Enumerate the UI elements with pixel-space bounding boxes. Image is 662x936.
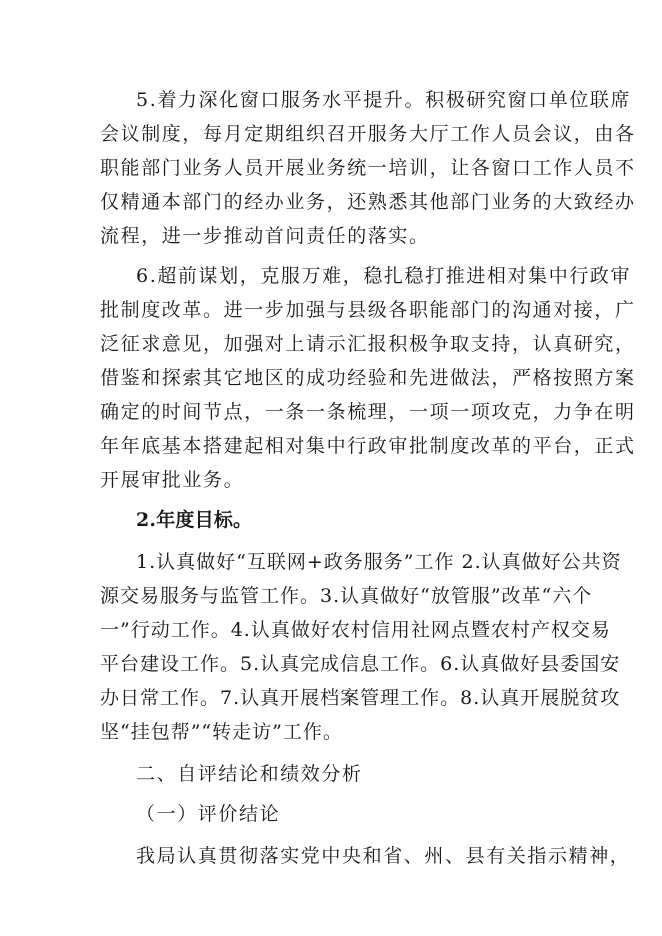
goals-line-3: 一”行动工作。4.认真做好农村信用社网点暨农村产权交易 <box>100 619 611 641</box>
paragraph-5-line-2: 会议制度，每月定期组织召开服务大厅工作人员会议，由各 <box>100 123 636 145</box>
paragraph-5-line-3: 职能部门业务人员开展业务统一培训，让各窗口工作人员不 <box>100 157 636 179</box>
section-two-heading: 二、自评结论和绩效分析 <box>136 763 363 785</box>
paragraph-6-line-5: 确定的时间节点，一条一条梳理，一项一项攻克，力争在明 <box>100 401 636 423</box>
paragraph-5-line-5: 流程，进一步推动首问责任的落实。 <box>100 225 430 247</box>
paragraph-6-line-2: 批制度改革。进一步加强与县级各职能部门的沟通对接，广 <box>100 299 636 321</box>
goals-line-6: 坚“挂包帮”“转走访”工作。 <box>100 721 343 743</box>
paragraph-6-line-4: 借鉴和探索其它地区的成功经验和先进做法，严格按照方案 <box>100 367 636 389</box>
goals-line-4: 平台建设工作。5.认真完成信息工作。6.认真做好县委国安 <box>100 653 621 675</box>
paragraph-5-line-4: 仅精通本部门的经办业务，还熟悉其他部门业务的大致经办 <box>100 191 636 213</box>
paragraph-6-line-1: 6.超前谋划，克服万难，稳扎稳打推进相对集中行政审 <box>136 265 632 287</box>
goals-line-5: 办日常工作。7.认真开展档案管理工作。8.认真开展脱贫攻 <box>100 687 621 709</box>
subsection-one-heading: （一）评价结论 <box>136 803 281 825</box>
paragraph-6-line-3: 泛征求意见，加强对上请示汇报积极争取支持，认真研究， <box>100 333 636 355</box>
paragraph-5-line-1: 5.着力深化窗口服务水平提升。积极研究窗口单位联席 <box>136 89 632 111</box>
goals-line-2: 源交易服务与监管工作。3.认真做好“放管服”改革“六个 <box>100 585 593 607</box>
paragraph-6-line-7: 开展审批业务。 <box>100 469 245 491</box>
paragraph-6-line-6: 年年底基本搭建起相对集中行政审批制度改革的平台，正式 <box>100 435 636 457</box>
goals-line-1: 1.认真做好“互联网+政务服务”工作 2.认真做好公共资 <box>136 551 622 573</box>
closing-paragraph-line-1: 我局认真贯彻落实党中央和省、州、县有关指示精神， <box>136 845 631 867</box>
annual-goal-heading: 2.年度目标。 <box>136 509 253 531</box>
